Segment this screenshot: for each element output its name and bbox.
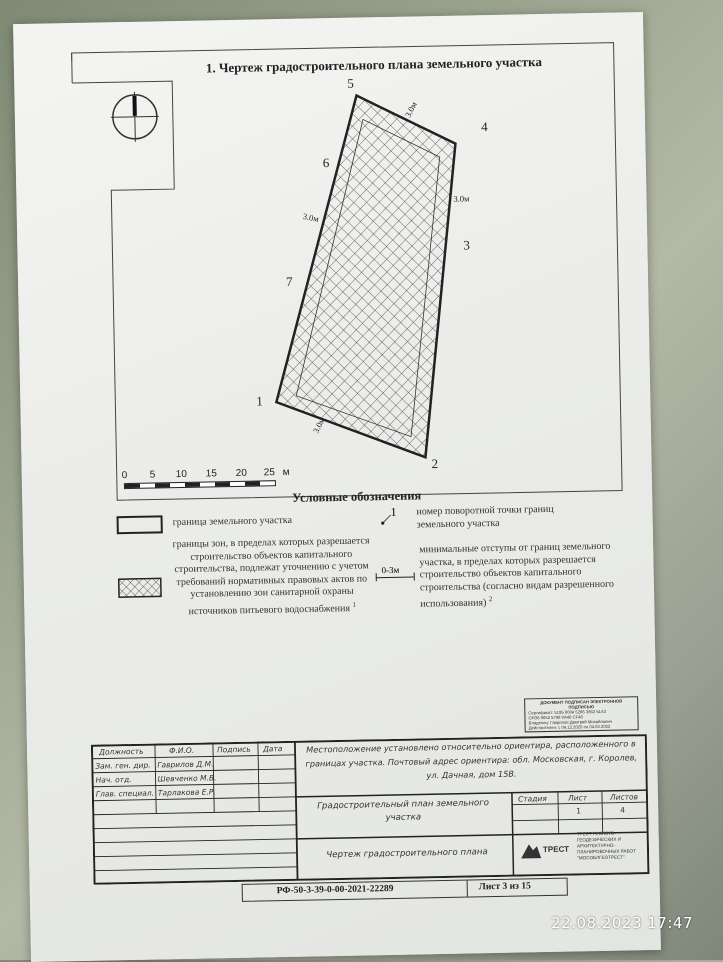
drawing-title: 1. Чертеж градостроительного плана земельного участка xyxy=(205,53,543,76)
scale-tick-0: 0 xyxy=(121,470,128,482)
document-sheet xyxy=(13,12,661,962)
scale-unit: м xyxy=(282,466,290,479)
tb-location: Местоположение установлено относительно ориентира, расположенного в границах участка. Почтовый адрес ориентира: обл. Московская, г. Королев, ул. Дачная, дом 15В. xyxy=(305,738,638,781)
legend-offsets-body: минимальные отступы от границ земельного участка, в пределах которых разрешается строительство объектов капитального строительства (согласно видам разрешенного использования) xyxy=(419,540,615,610)
org-logo xyxy=(519,839,577,862)
tb-header-date: Дата xyxy=(262,744,283,754)
offset-label-bottom: 3.0м xyxy=(310,415,327,435)
legend-point-number: 1 xyxy=(390,504,397,519)
tb-header-position: Должность xyxy=(98,746,144,757)
legend-zone-swatch xyxy=(118,577,162,598)
site-plan-drawing xyxy=(13,12,653,544)
tb-row-1-name: Гаврилов Д.М. xyxy=(157,759,214,770)
tb-sheets-header: Листов xyxy=(609,792,639,802)
tb-row-1-position: Зам. ген. дир. xyxy=(95,760,151,771)
e-signature-stamp xyxy=(524,696,639,732)
stamp-cert-2: ОЯЗ6 9052 5798 0A48 CF48 xyxy=(528,714,583,721)
point-label-3: 3 xyxy=(463,237,471,253)
org-name: ТРЕСТ ГЕОЛОГО-ГЕОДЕЗИЧЕСКИХ И АРХИТЕКТУРНО-ПЛАНИРОВОЧНЫХ РАБОТ "МОСОБЛГЕОТРЕСТ" xyxy=(576,830,636,861)
tb-sheet-value: 1 xyxy=(576,806,582,816)
legend-title: Условные обозначения xyxy=(292,488,422,505)
tb-sheet-title: Чертеж градостроительного плана xyxy=(326,847,488,861)
scale-tick-20: 20 xyxy=(235,467,247,479)
scale-bar xyxy=(122,466,312,490)
camera-timestamp: 22.08.2023 17:47 xyxy=(551,914,693,932)
sheet-of: Лист 3 из 15 xyxy=(478,881,531,893)
tb-row-2-position: Нач. отд. xyxy=(95,774,132,785)
point-label-5: 5 xyxy=(347,75,354,91)
point-label-6: 6 xyxy=(322,155,330,171)
plot-hatched-zone xyxy=(271,94,462,460)
point-label-7: 7 xyxy=(285,273,293,289)
tb-doc-title: Градостроительный план земельного участка xyxy=(317,798,490,824)
legend-offset-label: 0-3м xyxy=(381,564,400,576)
doc-id: РФ-50-3-39-0-00-2021-22289 xyxy=(276,883,394,897)
doc-id-box xyxy=(242,878,568,902)
stamp-owner: Владелец: Гаврилов Дмитрий Михайлович xyxy=(528,718,613,726)
legend-zones-note: 1 xyxy=(352,600,357,609)
legend-zones-body: границы зон, в пределах которых разрешается строительство объектов капитального строительства, подлежат уточнению с учетом требований нормативных правовых актов по установлению зон санитарной охраны источников питьевого водоснабжения xyxy=(172,535,370,617)
tb-sheets-value: 4 xyxy=(620,805,626,815)
legend-offsets-text xyxy=(419,540,630,611)
scale-tick-5: 5 xyxy=(149,469,156,481)
legend-offset-sample xyxy=(372,564,418,585)
north-arrow-icon xyxy=(110,91,159,142)
tb-header-signature: Подпись xyxy=(216,744,251,755)
offset-label-right: 3.0м xyxy=(453,193,470,204)
point-label-1: 1 xyxy=(256,393,263,409)
legend-offsets-note: 2 xyxy=(488,595,493,604)
offset-label-top: 3.0м xyxy=(402,100,419,119)
scale-tick-10: 10 xyxy=(175,468,187,481)
tb-stage-header: Стадия xyxy=(517,794,547,804)
point-label-4: 4 xyxy=(480,119,488,135)
tb-header-name: Ф.И.О. xyxy=(168,745,195,756)
legend-boundary-swatch xyxy=(117,515,163,534)
org-logo-text: ТРЕСТ xyxy=(542,844,570,855)
legend-zones-text xyxy=(171,535,372,618)
stamp-cert: Сертификат: 5195 8004 5286 3852 51A3 xyxy=(528,708,607,716)
point-label-2: 2 xyxy=(431,456,439,472)
tb-row-3-name: Тарлакова Е.Р. xyxy=(157,787,216,798)
legend-point-sample xyxy=(374,505,404,528)
stamp-heading: ДОКУМЕНТ ПОДПИСАН ЭЛЕКТРОННОЙ ПОДПИСЬЮ xyxy=(540,698,623,710)
stamp-valid: Действителен: с 04.12.2020 по 04.03.2022 xyxy=(528,723,611,731)
scale-tick-25: 25 xyxy=(263,467,275,479)
scale-tick-15: 15 xyxy=(205,468,217,480)
tb-row-2-name: Шевченко М.В. xyxy=(157,773,217,784)
legend-boundary-text: граница земельного участка xyxy=(172,514,293,529)
tb-row-3-position: Глав. специал. xyxy=(95,788,155,799)
legend-point-text: номер поворотной точки границ земельного участка xyxy=(416,503,554,530)
offset-label-left: 3.0м xyxy=(302,211,320,224)
tb-sheet-header: Лист xyxy=(567,793,588,803)
